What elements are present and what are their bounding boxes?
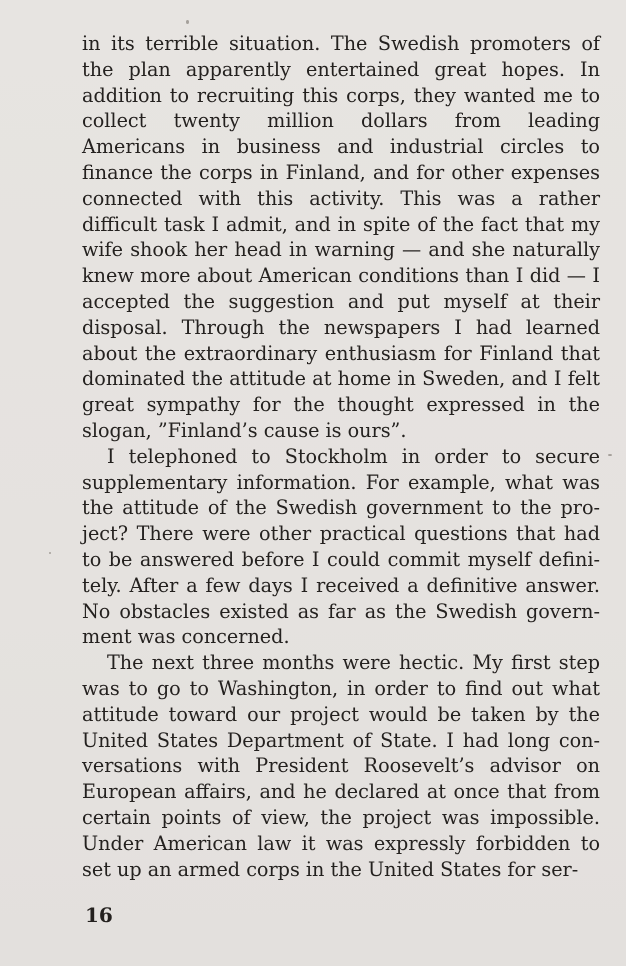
paragraph-1: in its terrible situation. The Swedish promoters of the plan apparently entertained great hopes. In addition to recruiting this corps, they wanted me to collect twenty million dollars from leading Americans in business and industrial circles to finance the corps in Finland, and for other expenses connected with this activity. This was a rather difficult task I admit, and in spite of the fact that my wife shook her head in warning — and she naturally knew more about American conditions than I did — I accepted the suggestion and put myself at their disposal. Through the newspapers I had learned about the extraordinary enthusiasm for Finland that dominated the attitude at home in Sweden, and I felt great sympathy for the thought expressed in the slogan, ”Finland’s cause is ours”. [82,32,600,442]
page-number: 16 [85,903,113,927]
print-speck [608,454,612,456]
paragraph-2: I telephoned to Stockholm in order to secure supplementary information. For example, what was the attitude of the Swedish government to the project? There were other practical questions that had to be answered before I could commit myself definitely. After a few days I received a definitive answer. No obstacles existed as far as the Swedish government was concerned. [82,444,600,649]
print-speck [49,552,51,554]
body-text [82,31,600,882]
paragraph-3: The next three months were hectic. My first step was to go to Washington, in order to find out what attitude toward our project would be taken by the United States Department of State. I had long conversations with President Roosevelt’s advisor on European affairs, and he declared at once that from certain points of view, the project was impossible. Under American law it was expressly forbidden to set up an armed corps in the United States for ser- [82,651,600,881]
print-speck [186,20,189,24]
